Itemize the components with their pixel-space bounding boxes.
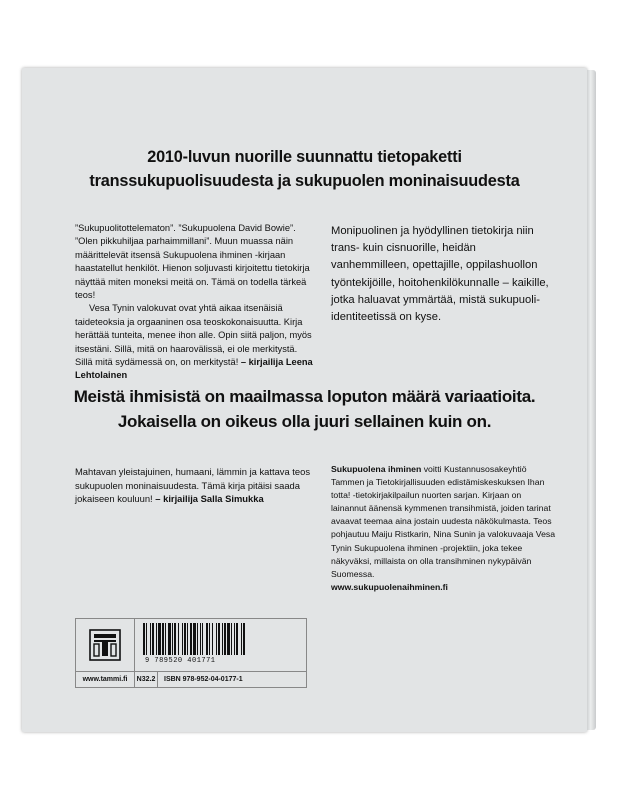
barcode-bar [184,623,186,655]
headline [22,145,587,193]
description-text: Monipuolinen ja hyödyllinen tietokirja niin trans- kuin cisnuorille, heidän vanhemmilleen, opettajille, oppilashuollon työntekijöille, hoitohenkilökunnalle – kaikille, jotka haluavat ymmärtää, mistä sukupuoli-identiteetissä on kyse. [331,225,549,324]
barcode-bar [224,623,226,655]
headline-2-line-1: Meistä ihmisistä on maailmassa loputon määrä variaatioita. [73,387,536,406]
barcode-bar [172,623,173,655]
barcode-bar [150,623,151,655]
barcode-bar [152,623,154,655]
barcode-bar [146,623,147,655]
review-quote-lehtolainen [75,222,315,383]
barcode-bar [234,623,235,655]
barcode-bar [212,623,213,655]
quote-text: Vesa Tynin valokuvat ovat yhtä aikaa itsenäisiä taideteoksia ja orgaaninen osa teoskokonaisuutta. Kirja herättää tunteita, menee ihon alle. Opin siitä paljon, myös itsestäni. Sillä, mitä on haarovälissä, ei ole merkitystä. Sillä mitä sydämessä on, on merkitystä! [75,303,312,368]
barcode-bar [222,623,223,655]
quote-paragraph [75,302,315,382]
award-body: voitti Kustannusosakeyhtiö Tammen ja Tietokirjallisuuden edistämiskeskuksen Ihan totta! -tietokirjakilpailun nuorten sarjan. Kirjaan on lainannut äänensä kymmenen transihmistä, joiden tarinat avaavat teemaa aina jostain uudesta näkökulmasta. Teos pohjautuu Maiju Ristkarin, Nina Sunin ja valokuvaaja Vesa Tynin Sukupuolena ihminen -projektiin, joka tekee näkyväksi, millaista on olla transihminen nykypäivän Suomessa. [331,464,556,579]
quote-attribution: – kirjailija Salla Simukka [155,493,264,505]
website-url: www.sukupuolenaihminen.fi [331,581,448,592]
barcode-bar [241,623,242,655]
award-paragraph [331,463,556,581]
barcode-bar [143,623,145,655]
barcode [135,619,306,672]
barcode-bar [231,623,232,655]
barcode-bar [218,623,220,655]
headline-2-line-2: Jokaisella on oikeus olla juuri sellainen kuin on. [117,412,492,431]
quote-text: Mahtavan yleistajuinen, humaani, lämmin ja kattava teos sukupuolen moninaisuudesta. Tämä kirja pitäisi saada jokaiseen kouluun! [75,466,311,505]
award-book-title: Sukupuolena ihminen [331,464,422,474]
book-spine [587,70,596,730]
barcode-bar [165,623,166,655]
review-quote-simukka [75,465,315,506]
headline-line-1: 2010-luvun nuorille suunnattu tietopaketti [147,148,462,166]
barcode-bar [190,623,192,655]
barcode-bar [162,623,164,655]
tammi-logo-icon [89,629,121,661]
barcode-bar [197,623,198,655]
barcode-bar [202,623,203,655]
barcode-bar [216,623,217,655]
barcode-bars [141,623,299,655]
quote-paragraph: ”Sukupuolitottelematon”. ”Sukupuolena David Bowie”. ”Olen pikkuhiljaa parhaimmillani”. Muun muassa näin määrittelevät itsensä Sukupuolena ihminen -kirjaan haastatellut henkilöt. Hienon soljuvasti kirjoitettu tietokirja näyttää miten moneksi meitä on. Tämä on todella tärkeä teos! [75,223,310,301]
isbn-number: ISBN 978-952-04-0177-1 [164,676,243,683]
barcode-bar [236,623,238,655]
quote-paragraph [75,465,315,506]
headline-line-2: transsukupuolisuudesta ja sukupuolen moninaisuudesta [89,172,520,190]
barcode-bar [243,623,245,655]
quote-attribution: – kirjailija Leena Lehtolainen [75,357,313,381]
headline-2 [22,384,587,434]
publisher-website: www.tammi.fi [76,672,135,687]
barcode-bar [206,623,208,655]
barcode-bar [158,623,161,655]
library-classification: N32.2 [135,672,158,687]
barcode-bar [182,623,183,655]
barcode-bar [168,623,171,655]
barcode-panel [75,618,307,688]
barcode-bar [178,623,179,655]
barcode-bar [174,623,176,655]
publisher-logo [76,619,135,672]
barcode-digits: 9 789520 401771 [145,657,216,665]
book-description [331,223,551,326]
barcode-bar [200,623,201,655]
barcode-bar [156,623,157,655]
award-text [331,463,556,594]
barcode-bar [227,623,230,655]
barcode-bar [187,623,188,655]
barcode-bar [209,623,210,655]
barcode-bar [193,623,196,655]
